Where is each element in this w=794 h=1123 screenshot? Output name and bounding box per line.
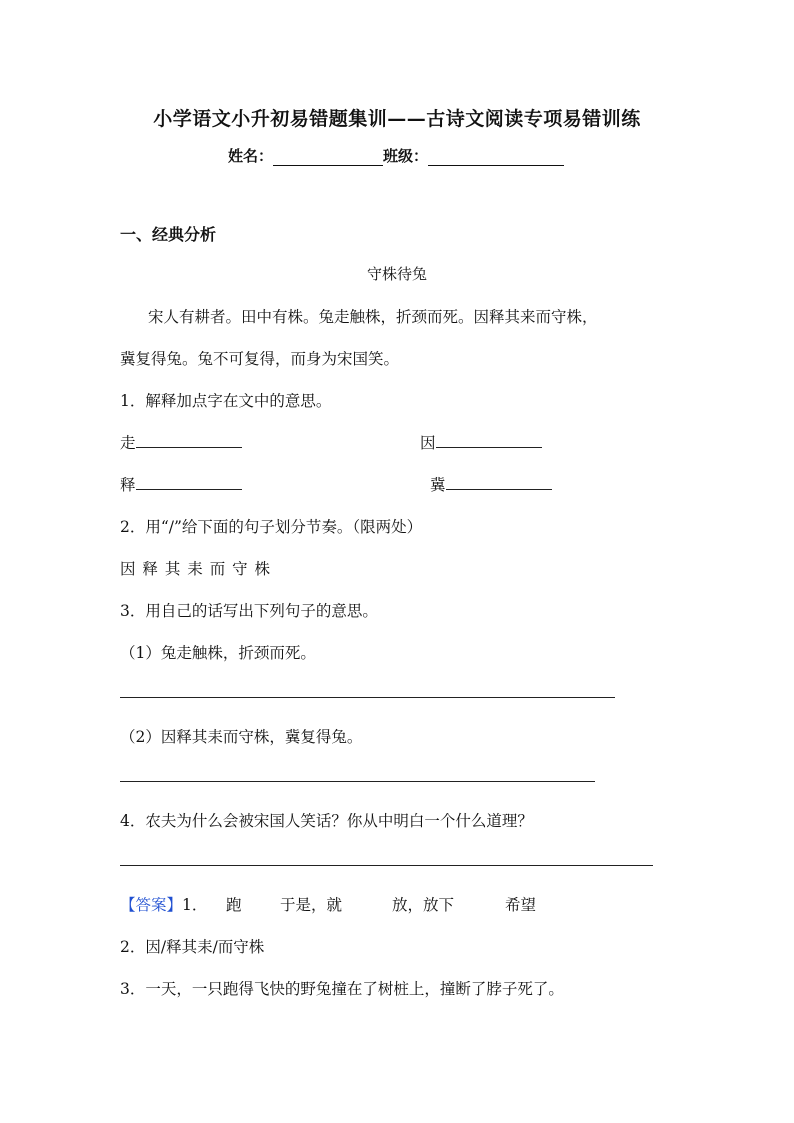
name-blank[interactable]: [273, 149, 383, 166]
q1-blank[interactable]: [446, 475, 552, 490]
class-label: 班级：: [383, 147, 429, 165]
q3-sub2: （2）因释其耒而守株，冀复得兔。: [120, 728, 363, 746]
answer-tag: 【答案】: [120, 896, 183, 914]
class-blank[interactable]: [428, 149, 564, 166]
q1-blank[interactable]: [136, 433, 242, 448]
q1-word: 释: [120, 476, 136, 494]
answer-line-1: [120, 893, 207, 915]
passage-title: 守株待兔: [366, 265, 427, 283]
name-class-bar: [228, 145, 564, 166]
q4-answer-line[interactable]: [120, 865, 653, 866]
q2-sentence: 因 释 其 耒 而 守 株: [120, 560, 272, 578]
q1-word: 因: [420, 434, 436, 452]
q1-item-ji: [430, 473, 552, 495]
q1-item-shi: [120, 473, 242, 495]
answer-1-item: 跑: [226, 896, 242, 914]
q1-prompt: 1．解释加点字在文中的意思。: [120, 392, 332, 410]
answer-1-item: 放，放下: [392, 896, 455, 914]
q3-sub1: （1）兔走触株，折颈而死。: [120, 644, 316, 662]
answer-2: 2．因/释其耒/而守株: [120, 938, 265, 956]
q2-prompt: 2．用“/”给下面的句子划分节奏。（限两处）: [120, 518, 423, 536]
passage-line-2: 冀复得兔。兔不可复得，而身为宋国笑。: [120, 350, 400, 368]
q4-prompt: 4．农夫为什么会被宋国人笑话？你从中明白一个什么道理？: [120, 812, 533, 830]
name-label: 姓名：: [228, 147, 274, 165]
answer-1-item: 于是，就: [280, 896, 343, 914]
q3-sub1-answer-line[interactable]: [120, 697, 615, 698]
answer-3: 3．一天，一只跑得飞快的野兔撞在了树桩上，撞断了脖子死了。: [120, 980, 564, 998]
page-title: 小学语文小升初易错题集训——古诗文阅读专项易错训练: [153, 108, 641, 130]
answer-1-prefix: 1．: [182, 896, 208, 914]
q3-prompt: 3．用自己的话写出下列句子的意思。: [120, 602, 378, 620]
section-heading: 一、经典分析: [120, 225, 217, 244]
q1-blank[interactable]: [436, 433, 542, 448]
q3-sub2-answer-line[interactable]: [120, 781, 595, 782]
q1-word: 冀: [430, 476, 446, 494]
q1-blank[interactable]: [136, 475, 242, 490]
answer-1-item: 希望: [505, 896, 537, 914]
q1-item-zou: [120, 431, 242, 453]
q1-word: 走: [120, 434, 136, 452]
passage-line-1: 宋人有耕者。田中有株。兔走触株，折颈而死。因释其来而守株，: [148, 308, 598, 326]
q1-item-yin: [420, 431, 542, 453]
